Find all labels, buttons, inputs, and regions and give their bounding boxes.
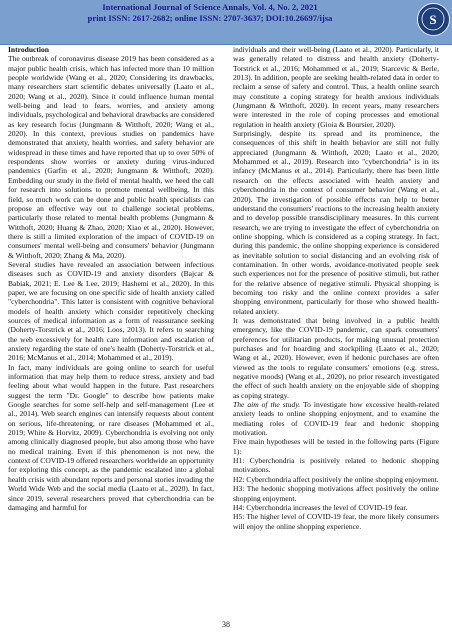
aim-text: To investigate how excessive health-related anxiety leads to online shopping enjoyment, and to examine the mediating roles of COVID-19 fear and hedonic shopping motivation. bbox=[233, 400, 439, 438]
issn-line: print ISSN: 2617-2682; online ISSN: 2707-3637; DOI:10.26697/ijsa bbox=[87, 12, 333, 23]
aim-paragraph bbox=[233, 400, 439, 437]
section-heading: Introduction bbox=[8, 45, 49, 54]
intro-paragraph: The outbreak of coronavirus disease 2019 has been considered as a major public health crisis, which has infected more than 10 million people worldwide (Wang et al., 2020; Considering its drawbacks, many researchers start scientific debates universally (Laato et al., 2020; Wang et al., 2020). Since it could influence human mental well-being and lead to fears, worries, and anxiety among individuals, psychological and behavioral drawbacks are considered as key research focus (Jungmann & Witthoft, 2020; Wang et al., 2020). In this context, previous studies on pandemics have demonstrated that anxiety, health worries, and safety behavior are widespread in these times and have reported that up to over 50% of respondents show worries or anxiety during virus-induced pandemics (Garfin et al., 2020; Jungmann & Witthoft, 2020). Embedding our study in the field of mental health, we heed the call for research into solutions to promote mental wellbeing. In this field, so much work can be done and public health specialists can propose an effective way out to challenge societal problems, particularly those related to mental health problems (Jungmann & Witthoft, 2020; Huang & Zhao, 2020; Xiao et al., 2020). However, there is still a limited exploration of the impact of COVID-19 on consumers' mental well-being and consumers' behavior (Jungmann & Witthoft, 2020; Zhang & Ma, 2020). bbox=[8, 54, 214, 260]
right-column bbox=[233, 45, 439, 531]
journal-header bbox=[0, 0, 452, 45]
paragraph-online-search: In fact, many individuals are going online to search for useful information that may help them to reduce stress, anxiety and bad feeling about what would happen in the future. Past researchers suggest the term "Dr. Google" to describe how patients make Google searches for some self-help and self-management (Lee et al., 2014). Web search engines can intensify requests about content on serious, life-threatening, or rare diseases (Mohammed et al., 2019; White & Horvitz, 2009). Cyberchondria is evolving not only among clinically diagnosed people, but also among those who have no medical training. Even if this phenomenon is not new, the context of COVID-19 offered researchers worldwide an opportunity for exploring this concept, as the pandemic escalated into a global health crisis with abundant reports and personal stories invading the World Wide Web and the social media (Laato et al., 2020). In fact, since 2019, several researchers proved that cyberchondria can be damaging and harmful for bbox=[8, 362, 214, 512]
hypothesis-h5: H5: The higher level of COVID-19 fear, the more likely consumers will enjoy the online shopping experience. bbox=[233, 512, 439, 531]
aim-label: The aim of the study. bbox=[233, 400, 301, 410]
journal-logo-icon bbox=[417, 3, 450, 36]
svg-text:S: S bbox=[429, 12, 437, 27]
paragraph-wellbeing: individuals and their well-being (Laato et al., 2020). Particularly, it was generally related to distress and health anxiety (Doherty-Torstrick et al., 2016; Mohammed et al., 2019; Starcevic & Berle, 2013). In addition, people are seeking health-related data in order to reclaim a sense of safety and control. Thus, a health online search may constitute a coping strategy for health anxious individuals (Jungmann & Witthoft, 2020). In recent years, many researchers were interested in the role of coping processes and emotional regulation in health anxiety (Gioia & Boursier, 2020). bbox=[233, 45, 439, 129]
paragraph-hedonic: It was demonstrated that being involved in a public health emergency, like the COVID-19 pandemic, can spark consumers' preferences for utilitarian products, for making unusual protection purchases and for hoarding and stockpiling (Laato et al., 2020; Wang et al., 2020). However, even if hedonic purchases are often viewed as the tools to regulate consumers' emotions (e.g. stress, negative moods) (Wang et al., 2020), no prior research investigated the effect of such health anxiety on the enjoyable side of shopping as coping strategy. bbox=[233, 315, 439, 400]
hypothesis-h1: H1: Cyberchondria is positively related to hedonic shopping motivations. bbox=[233, 456, 439, 475]
paragraph-cyberchondria: Several studies have revealed an association between infectious diseases such as COVID-19 and anxiety disorders (Bajcar & Babiak, 2021; E. Lee & Lee, 2019; Hashemi et al., 2020). In this paper, we are focusing on one specific side of health anxiety called "cyberchondria". This latter is consistent with cognitive behavioral models of health anxiety which consider repetitively checking sources of medical information as a form of reassurance seeking (Doherty-Torstrick et al., 2016; Loos, 2013). It refers to searching the web excessively for health care information and escalation of anxiety regarding the state of one's health (Doherty-Torstrick et al., 2016; McManus et al., 2014; Mohammed et al., 2019). bbox=[8, 259, 214, 363]
journal-title-line: International Journal of Science Annals, Vol. 4, No. 2, 2021 bbox=[102, 2, 318, 12]
hypothesis-h3: H3: The hedonic shopping motivations affect positively the online shopping enjoyment. bbox=[233, 484, 439, 503]
header-text bbox=[0, 2, 420, 23]
page-number: 38 bbox=[222, 620, 230, 629]
hypothesis-h4: H4: Cyberchondria increases the level of COVID-19 fear. bbox=[233, 502, 408, 512]
paragraph-research-gap: Surprisingly, despite its spread and its prominence, the consequences of this shift in health behavior are still not fully appreciated (Jungmann & Witthoft, 2020; Laato et al., 2020; Mohammed et al., 2019). Research into "cyberchondria" is in its infancy (McManus et al., 2014). Particularly, there has been little research on the effects associated with health anxiety and cyberchondria in the context of consumer behavior (Wang et al., 2020). The investigation of possible effects can help to better understand the consumers' reactions to the increasing health anxiety and to develop possible transdisciplinary measures. In this current research, we are trying to investigate the effect of cyberchondria on online shopping, which is considered as a coping strategy. In fact, during this pandemic, the online shopping experience is considered as inevitable solution to social distancing and an evolving risk of contamination. In other words, avoidance-motivated people seek such experiences not for the presence of positive stimuli, but rather for the relative absence of negative stimuli. Physical shopping is becoming too risky and the online context provides a safer shopping environment, particularly for those who showed health-related anxiety. bbox=[233, 129, 439, 316]
hypothesis-h2: H2: Cyberchondria affect positively the online shopping enjoyment. bbox=[233, 474, 439, 484]
hypotheses-intro: Five main hypotheses will be tested in the following parts (Figure 1): bbox=[233, 437, 439, 456]
left-column bbox=[8, 45, 214, 512]
